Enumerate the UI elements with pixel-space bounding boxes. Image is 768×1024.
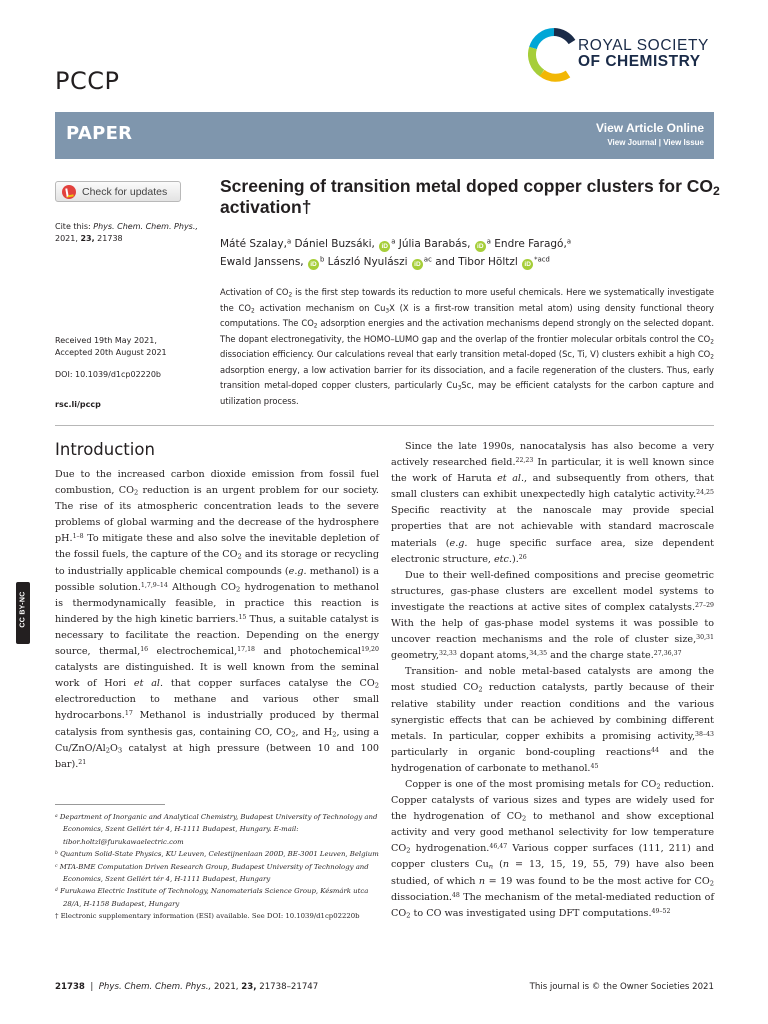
reference-link[interactable]: 27–29: [695, 601, 714, 609]
author[interactable]: Máté Szalay,: [220, 238, 287, 250]
reference-link[interactable]: 49–52: [651, 907, 671, 915]
reference-link[interactable]: 17: [124, 710, 133, 718]
reference-link[interactable]: 34,35: [529, 650, 548, 658]
view-journal-issue-links[interactable]: View Journal | View Issue: [607, 138, 704, 147]
reference-link[interactable]: 32,33: [439, 650, 457, 658]
reference-link[interactable]: 27,36,37: [653, 650, 682, 658]
affiliation-a: $^a$ Department of Inorganic and Analytical Chemistry, Budapest University of Technology and Economics, Szent Gellért tér 4, H-1111 Budapest, Hungary. E-mail: tibor.holtzl@furukawaelectric.com: [55, 813, 378, 846]
reference-link[interactable]: 16: [140, 645, 149, 653]
reference-link[interactable]: 17,18: [237, 645, 256, 653]
page-footer-copyright: This journal is © the Owner Societies 2021: [529, 982, 714, 992]
author[interactable]: Endre Faragó,: [494, 238, 567, 250]
reference-link[interactable]: 19,20: [361, 645, 379, 653]
publisher-line1: ROYAL SOCIETY: [578, 37, 709, 54]
reference-link[interactable]: 24,25: [696, 489, 714, 497]
journal-short-link[interactable]: rsc.li/pccp: [55, 400, 101, 409]
check-for-updates-label: Check for updates: [82, 185, 168, 198]
cc-license-badge[interactable]: [16, 582, 30, 644]
orcid-icon[interactable]: iD: [475, 241, 486, 252]
reference-link[interactable]: 1,7,9–14: [140, 581, 168, 589]
affiliation-footnotes: [55, 811, 380, 923]
section-heading-introduction: Introduction: [55, 440, 155, 459]
reference-link[interactable]: 38–43: [695, 730, 714, 738]
abstract: Activation of $CO_2$ is the first step towards its reduction to more useful chemicals. Here we systematically investigate the $CO_2$ activation mechanism on $Cu_3X$ (X is a first-row transition metal atom) using density functional theory computations. The $CO_2$ adsorption energies and the activation mechanisms depend strongly on the selected dopant. The dopant electronegativity, the HOMO–LUMO gap and the overlap of the frontier molecular orbitals control the $CO_2$ dissociation efficiency. Our calculations reveal that early transition metal-doped (Sc, Ti, V) clusters exhibit a high $CO_2$ adsorption energy, a low activation barrier for its dissociation, and a facile regeneration of the clusters. Thus, early transition metal-doped copper clusters, particularly $Cu_3Sc$, may be efficient catalysts for the carbon capture and utilization process.: [220, 287, 715, 406]
orcid-icon[interactable]: iD: [522, 259, 533, 270]
received-dates: Received 19th May 2021, Accepted 20th August 2021: [55, 336, 167, 357]
author[interactable]: Dániel Buzsáki,: [294, 238, 375, 250]
reference-link[interactable]: 48: [451, 891, 460, 899]
article-type: PAPER: [66, 123, 133, 144]
publisher-wordmark: [578, 38, 709, 70]
doi[interactable]: DOI: 10.1039/d1cp02220b: [55, 370, 162, 379]
reference-link[interactable]: 1–8: [72, 533, 84, 541]
affiliation-d: $^d$ Furukawa Electric Institute of Technology, Nanomaterials Science Group, Késmárk utca 28/A, H-1158 Budapest, Hungary: [55, 887, 369, 908]
affiliation-b: $^b$ Quantum Solid-State Physics, KU Leuven, Celestijnenlaan 200D, BE-3001 Leuven, Belgium: [55, 850, 379, 859]
reference-link[interactable]: 30,31: [696, 634, 714, 642]
reference-link[interactable]: 45: [590, 762, 599, 770]
author[interactable]: Ewald Janssens,: [220, 256, 304, 268]
author-list: Máté Szalay,$^a$ Dániel Buzsáki, $iD^a$ Júlia Barabás, $iD^a$ Endre Faragó,$^a$ Ewald Janssens, $iD^b$ László Nyulászi $iD^{ac}$ and Tibor Höltzl $iD^{*acd}$: [220, 237, 572, 268]
section-divider: [55, 425, 714, 426]
body-text-left-column: Due to the increased carbon dioxide emission from fossil fuel combustion, $CO_2$ reduction is an urgent problem for our society. The rise of its atmospheric concentration leads to the severe problems of global warming and the decrease of the hydrosphere pH.$^{1-8}$ To mitigate these and also solve the inevitable depletion of the fossil fuels, the capture of the $CO_2$ and its storage or recycling to industrially applicable chemical compounds (e.g. methanol) is a possible solution.$^{1,7,9-14}$ Although $CO_2$ hydrogenation to methanol is thermodynamically feasible, in practice this reaction is hindered by the high kinetic barriers.$^{15}$ Thus, a suitable catalyst is necessary to facilitate the reaction. Depending on the energy source, thermal,$^{16}$ electrochemical,$^{17,18}$ and photochemical$^{19,20}$ catalysts are distinguished. It is well known from the seminal work of Hori et al. that copper surfaces catalyse the $CO_2$ electroreduction to methane and various other small hydrocarbons.$^{17}$ Methanol is industrially produced by thermal catalysis from synthesis gas, containing CO, $CO_2$, and $H_2$, using a $Cu/ZnO/Al_2O_3$ catalyst at high pressure (between 10 and 100 bar).$^{21}$: [55, 469, 380, 770]
reference-link[interactable]: 21: [78, 758, 87, 766]
article-title: Screening of transition metal doped copper clusters for $CO_2$ activation†: [220, 176, 720, 217]
reference-link[interactable]: 44: [651, 746, 659, 754]
page-footer-citation: 21738 | Phys. Chem. Chem. Phys., 2021, 23, 21738–21747: [55, 982, 319, 992]
reference-link[interactable]: 46,47: [489, 843, 508, 851]
footnote-divider: [55, 804, 165, 805]
orcid-icon[interactable]: iD: [412, 259, 423, 270]
citation-info: Cite this: Phys. Chem. Chem. Phys., 2021, 23, 21738: [55, 222, 198, 243]
article-type-banner: [55, 112, 714, 159]
view-article-online-link[interactable]: View Article Online: [595, 121, 704, 135]
reference-link[interactable]: 26: [518, 553, 527, 561]
author[interactable]: László Nyulászi: [327, 256, 408, 268]
author[interactable]: and Tibor Höltzl: [435, 256, 518, 268]
publisher-line2: OF CHEMISTRY: [578, 53, 701, 70]
orcid-icon[interactable]: iD: [308, 259, 319, 270]
crossmark-icon: [62, 185, 76, 199]
reference-link[interactable]: 22,23: [515, 456, 534, 464]
esi-footnote[interactable]: † Electronic supplementary information (ESI) available. See DOI: 10.1039/d1cp02220b: [55, 912, 360, 921]
check-for-updates-button[interactable]: [55, 181, 181, 202]
cc-license-label: CC BY-NC: [19, 591, 27, 628]
reference-link[interactable]: 15: [238, 613, 247, 621]
journal-name: PCCP: [55, 67, 120, 95]
orcid-icon[interactable]: iD: [379, 241, 390, 252]
affiliation-c: $^c$ MTA-BME Computation Driven Research Group, Budapest University of Technology and Economics, Szent Gellért tér 4, H-1111 Budapest, Hungary: [55, 862, 369, 884]
body-text-right-column: Since the late 1990s, nanocatalysis has also become a very actively researched field.$^{22,23}$ In particular, it is well known since the work of Haruta et al., and subsequently from others, that small clusters can exhibit unexpectedly high catalytic activity.$^{24,25}$ Specific reactivity at the nanoscale may provide special properties that are not achievable with standard macroscale materials (e.g. huge specific surface area, size dependent electronic structure, etc.).$^{26}$ Due to their well-defined compositions and precise geometric structures, gas-phase clusters are excellent model systems to investigate the reactions at active sites of complex catalysts.$^{27-29}$ With the help of gas-phase model systems it was possible to uncover reaction mechanisms and the role of cluster size,$^{30,31}$ geometry,$^{32,33}$ dopant atoms,$^{34,35}$ and the charge state.$^{27,36,37}$ Transition- and noble metal-based catalysts are among the most studied $CO_2$ reduction catalysts, partly because of their relative stability under reaction conditions and the various synergistic effects that can be achieved by combining different metals. In particular, copper exhibits a promising activity,$^{38-43}$ particularly in organic bond-coupling reactions$^{44}$ and the hydrogenation of carbonate to methanol.$^{45}$ Copper is one of the most promising metals for $CO_2$ reduction. Copper catalysts of various sizes and types are widely used for the hydrogenation of $CO_2$ to methanol and show exceptional activity and very good methanol selectivity for low temperature $CO_2$ hydrogenation.$^{46,47}$ Various copper surfaces (111, 211) and copper clusters $Cu_n$ (n = 13, 15, 19, 55, 79) have also been studied, of which n = 19 was found to be the most active for $CO_2$ dissociation.$^{48}$ The mechanism of the metal-mediated reduction of $CO_2$ to CO was investigated using DFT computations.$^{49-52}$: [391, 441, 715, 920]
author[interactable]: Júlia Barabás,: [398, 238, 471, 250]
